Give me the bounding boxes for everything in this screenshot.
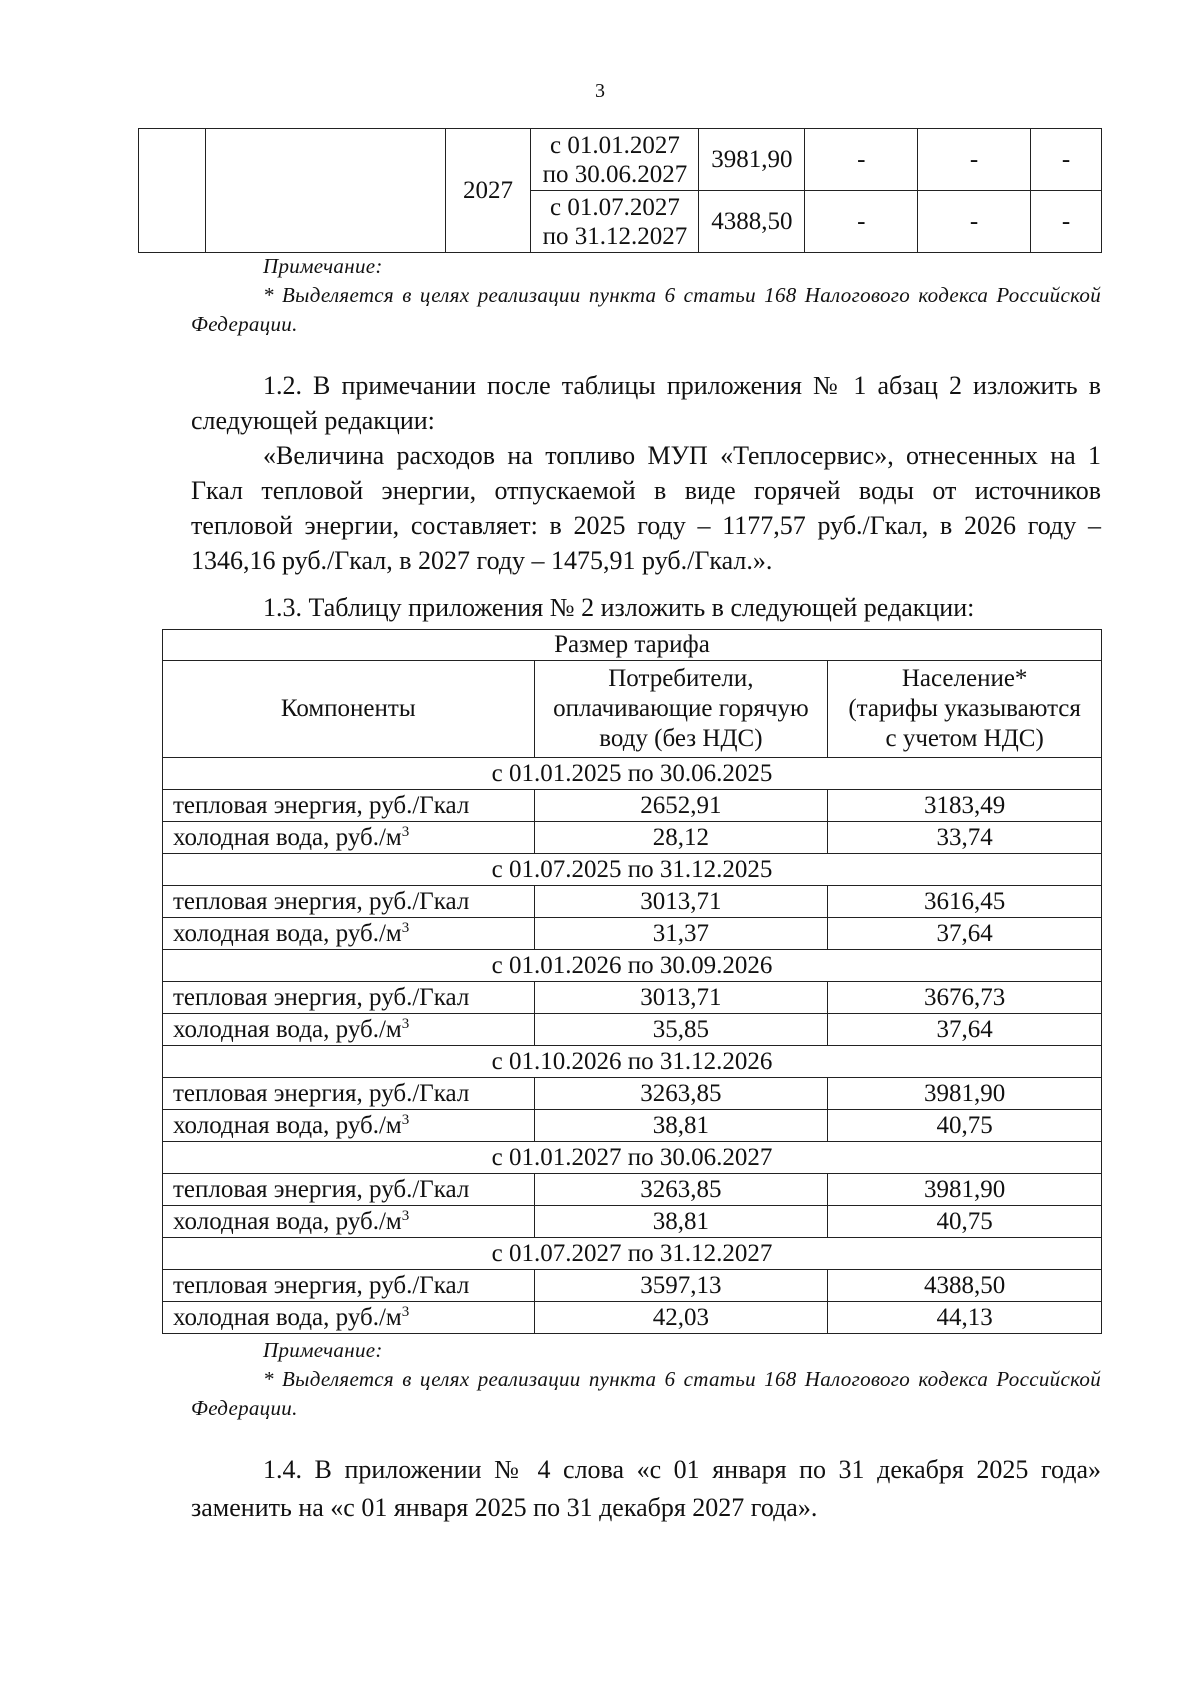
water-consumers-value: 35,85	[534, 1014, 828, 1046]
heat-population-value: 3981,90	[828, 1078, 1102, 1110]
section-1-2-quote: «Величина расходов на топливо МУП «Теплосервис», отнесенных на 1 Гкал тепловой энергии, отпускаемой в виде горячей воды от источников тепловой энергии, составляет: в 2025 году – 1177,57 руб./Гкал, в 2026 году – 1346,16 руб./Гкал, в 2027 году – 1475,91 руб./Гкал.».	[191, 441, 1101, 575]
tariff-table	[162, 629, 1102, 1334]
heat-label: тепловая энергия, руб./Гкал	[163, 886, 535, 918]
heat-consumers-value: 3263,85	[534, 1078, 828, 1110]
water-label: холодная вода, $руб./м^3$	[163, 822, 535, 854]
section-1-2	[191, 368, 1101, 578]
note-text: * Выделяется в целях реализации пункта 6 статьи 168 Налогового кодекса Российской Федерации.	[191, 1367, 1101, 1420]
heat-label: тепловая энергия, руб./Гкал	[163, 1078, 535, 1110]
header-components: Компоненты	[163, 661, 535, 758]
header-consumers: Потребители, оплачивающие горячую воду (без НДС)	[534, 661, 828, 758]
table-row	[163, 1206, 1102, 1238]
heat-consumers-value: 2652,91	[534, 790, 828, 822]
heat-label: тепловая энергия, руб./Гкал	[163, 1174, 535, 1206]
header-population: Население* (тарифы указываются с учетом НДС)	[828, 661, 1102, 758]
heat-label: тепловая энергия, руб./Гкал	[163, 1270, 535, 1302]
period-label: с 01.07.2027 по 31.12.2027	[163, 1238, 1102, 1270]
page-number: 3	[595, 80, 605, 102]
unit-superscript: 3	[401, 1303, 410, 1320]
period-cell: с 01.07.2027 по 31.12.2027	[531, 191, 699, 253]
water-label: холодная вода, $руб./м^3$	[163, 1110, 535, 1142]
heat-consumers-value: 3263,85	[534, 1174, 828, 1206]
heat-population-value: 4388,50	[828, 1270, 1102, 1302]
table-row	[163, 1302, 1102, 1334]
period-row	[163, 1046, 1102, 1078]
section-1-2-intro: 1.2. В примечании после таблицы приложения № 1 абзац 2 изложить в следующей редакции:	[191, 371, 1101, 435]
heat-population-value: 3676,73	[828, 982, 1102, 1014]
table-row	[163, 790, 1102, 822]
heat-label: тепловая энергия, руб./Гкал	[163, 982, 535, 1014]
water-population-value: 37,64	[828, 918, 1102, 950]
unit-superscript: 3	[401, 823, 410, 840]
period-row	[163, 854, 1102, 886]
periods-body	[163, 758, 1102, 1334]
water-population-value: 40,75	[828, 1206, 1102, 1238]
heat-population-value: 3981,90	[828, 1174, 1102, 1206]
heat-consumers-value: 3013,71	[534, 886, 828, 918]
table-row	[163, 822, 1102, 854]
period-label: с 01.07.2025 по 31.12.2025	[163, 854, 1102, 886]
water-consumers-value: 31,37	[534, 918, 828, 950]
year-cell: 2027	[445, 129, 531, 253]
table-row	[163, 1014, 1102, 1046]
empty-dash: -	[918, 129, 1031, 191]
table-header-row	[163, 630, 1102, 661]
note-text: * Выделяется в целях реализации пункта 6 статьи 168 Налогового кодекса Российской Федерации.	[191, 283, 1101, 336]
water-consumers-value: 38,81	[534, 1206, 828, 1238]
water-consumers-value: 38,81	[534, 1110, 828, 1142]
section-1-3-intro: 1.3. Таблицу приложения № 2 изложить в следующей редакции:	[263, 593, 975, 622]
tariff-value: 4388,50	[699, 191, 805, 253]
period-row	[163, 1142, 1102, 1174]
unit-superscript: 3	[401, 1015, 410, 1032]
empty-dash: -	[805, 191, 918, 253]
water-population-value: 44,13	[828, 1302, 1102, 1334]
unit-superscript: 3	[401, 1207, 410, 1224]
section-1-4	[191, 1451, 1101, 1527]
table-header-row	[163, 661, 1102, 758]
table-row	[163, 886, 1102, 918]
header-tariff-size: Размер тарифа	[163, 630, 1102, 661]
section-1-3	[191, 590, 1101, 625]
period-cell: с 01.01.2027 по 30.06.2027	[531, 129, 699, 191]
water-population-value: 37,64	[828, 1014, 1102, 1046]
note-1	[191, 252, 1101, 339]
empty-dash: -	[1031, 129, 1102, 191]
empty-dash: -	[918, 191, 1031, 253]
period-label: с 01.01.2027 по 30.06.2027	[163, 1142, 1102, 1174]
unit-superscript: 3	[401, 1111, 410, 1128]
empty-dash: -	[1031, 191, 1102, 253]
heat-population-value: 3183,49	[828, 790, 1102, 822]
water-label: холодная вода, $руб./м^3$	[163, 1014, 535, 1046]
heat-population-value: 3616,45	[828, 886, 1102, 918]
water-population-value: 40,75	[828, 1110, 1102, 1142]
tariff-value: 3981,90	[699, 129, 805, 191]
water-label: холодная вода, $руб./м^3$	[163, 1206, 535, 1238]
period-row	[163, 758, 1102, 790]
heat-consumers-value: 3597,13	[534, 1270, 828, 1302]
table-row	[163, 982, 1102, 1014]
period-label: с 01.01.2026 по 30.09.2026	[163, 950, 1102, 982]
period-label: с 01.01.2025 по 30.06.2025	[163, 758, 1102, 790]
table1-row	[139, 129, 1102, 191]
note-2	[191, 1336, 1101, 1423]
water-consumers-value: 42,03	[534, 1302, 828, 1334]
note-heading: Примечание:	[263, 254, 383, 278]
empty-dash: -	[805, 129, 918, 191]
water-population-value: 33,74	[828, 822, 1102, 854]
period-label: с 01.10.2026 по 31.12.2026	[163, 1046, 1102, 1078]
table-row	[163, 1174, 1102, 1206]
water-label: холодная вода, $руб./м^3$	[163, 918, 535, 950]
table-row	[163, 1270, 1102, 1302]
period-row	[163, 1238, 1102, 1270]
water-consumers-value: 28,12	[534, 822, 828, 854]
heat-consumers-value: 3013,71	[534, 982, 828, 1014]
heat-label: тепловая энергия, руб./Гкал	[163, 790, 535, 822]
unit-superscript: 3	[401, 919, 410, 936]
section-1-4-text: 1.4. В приложении № 4 слова «с 01 января по 31 декабря 2025 года» заменить на «с 01 января 2025 по 31 декабря 2027 года».	[191, 1455, 1101, 1522]
table-row	[163, 918, 1102, 950]
note-heading: Примечание:	[263, 1338, 383, 1362]
table-row	[163, 1110, 1102, 1142]
tariff-table-continuation	[138, 128, 1102, 253]
period-row	[163, 950, 1102, 982]
table-row	[163, 1078, 1102, 1110]
water-label: холодная вода, $руб./м^3$	[163, 1302, 535, 1334]
